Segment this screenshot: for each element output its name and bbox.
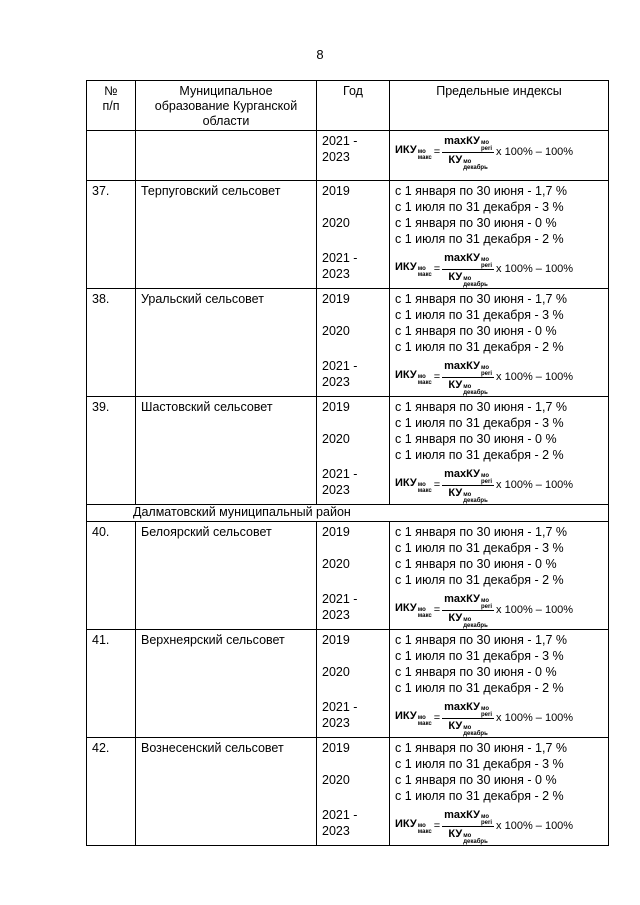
continuation-row: 2021 - 2023 ИКУ мо макс = maxКУ мо peri КУ мо декабрь х 100% – 100% [87,131,609,181]
indices-cell: с 1 января по 30 июня - 1,7 % с 1 июля по 31 декабря - 3 % с 1 января по 30 июня - 0 % с 1 июля по 31 декабря - 2 % ИКУ мо макс = maxКУ мо peri КУ мо декабрь х 100% – 100% [390,738,609,846]
header-indices: Предельные индексы [390,81,609,131]
table-row [87,181,609,289]
years-cell: 2019 2020 2021 - 2023 [317,289,390,397]
header-municipality: Муниципальное образование Курганской области [136,81,317,131]
indices-cell: с 1 января по 30 июня - 1,7 % с 1 июля по 31 декабря - 3 % с 1 января по 30 июня - 0 % с 1 июля по 31 декабря - 2 % ИКУ мо макс = maxКУ мо peri КУ мо декабрь х 100% – 100% [390,397,609,505]
years-cell: 2019 2020 2021 - 2023 [317,630,390,738]
indices-cell: с 1 января по 30 июня - 1,7 % с 1 июля по 31 декабря - 3 % с 1 января по 30 июня - 0 % с 1 июля по 31 декабря - 2 % ИКУ мо макс = maxКУ мо peri КУ мо декабрь х 100% – 100% [390,522,609,630]
header-num: № п/п [87,81,136,131]
municipality-name: Терпуговский сельсовет [136,181,317,289]
table-row [87,738,609,846]
table-row [87,289,609,397]
formula-expression: ИКУ мо макс = maxКУ мо peri КУ мо декабрь х 100% – 100% [395,700,574,737]
years-cell: 2019 2020 2021 - 2023 [317,522,390,630]
formula [390,464,608,504]
municipality-name: Верхнеярский сельсовет [136,630,317,738]
years-cell: 2019 2020 2021 - 2023 [317,738,390,846]
municipality-name: Вознесенский сельсовет [136,738,317,846]
indices-cell: с 1 января по 30 июня - 1,7 % с 1 июля по 31 декабря - 3 % с 1 января по 30 июня - 0 % с 1 июля по 31 декабря - 2 % ИКУ мо макс = maxКУ мо peri КУ мо декабрь х 100% – 100% [390,289,609,397]
row-number: 37. [87,181,136,289]
district-heading: Далматовский муниципальный район [133,505,351,519]
formula-expression: ИКУ мо макс = maxКУ мо peri КУ мо декабрь х 100% – 100% [395,134,574,171]
row-number: 41. [87,630,136,738]
indices-cell: с 1 января по 30 июня - 1,7 % с 1 июля по 31 декабря - 3 % с 1 января по 30 июня - 0 % с 1 июля по 31 декабря - 2 % ИКУ мо макс = maxКУ мо peri КУ мо декабрь х 100% – 100% [390,630,609,738]
table-header-row [87,81,609,131]
formula-expression: ИКУ мо макс = maxКУ мо peri КУ мо декабрь х 100% – 100% [395,808,574,845]
formula-expression: ИКУ мо макс = maxКУ мо peri КУ мо декабрь х 100% – 100% [395,592,574,629]
header-year: Год [317,81,390,131]
table-row [87,630,609,738]
indices-table [86,80,609,846]
indices-cell: с 1 января по 30 июня - 1,7 % с 1 июля по 31 декабря - 3 % с 1 января по 30 июня - 0 % с 1 июля по 31 декабря - 2 % ИКУ мо макс = maxКУ мо peri КУ мо декабрь х 100% – 100% [390,181,609,289]
years-cell: 2019 2020 2021 - 2023 [317,181,390,289]
formula [390,697,608,737]
formula-expression: ИКУ мо макс = maxКУ мо peri КУ мо декабрь х 100% – 100% [395,251,574,288]
municipality-name: Шастовский сельсовет [136,397,317,505]
table-row [87,522,609,630]
formula [390,356,608,396]
page-number: 8 [316,47,324,62]
formula [390,131,608,171]
formula [390,805,608,845]
row-number: 38. [87,289,136,397]
municipality-name: Уральский сельсовет [136,289,317,397]
years-cell: 2019 2020 2021 - 2023 [317,397,390,505]
formula [390,248,608,288]
table-row [87,397,609,505]
row-number: 40. [87,522,136,630]
municipality-name: Белоярский сельсовет [136,522,317,630]
row-number: 39. [87,397,136,505]
district-row [87,505,609,522]
row-number: 42. [87,738,136,846]
formula-expression: ИКУ мо макс = maxКУ мо peri КУ мо декабрь х 100% – 100% [395,359,574,396]
formula-expression: ИКУ мо макс = maxКУ мо peri КУ мо декабрь х 100% – 100% [395,467,574,504]
formula [390,589,608,629]
